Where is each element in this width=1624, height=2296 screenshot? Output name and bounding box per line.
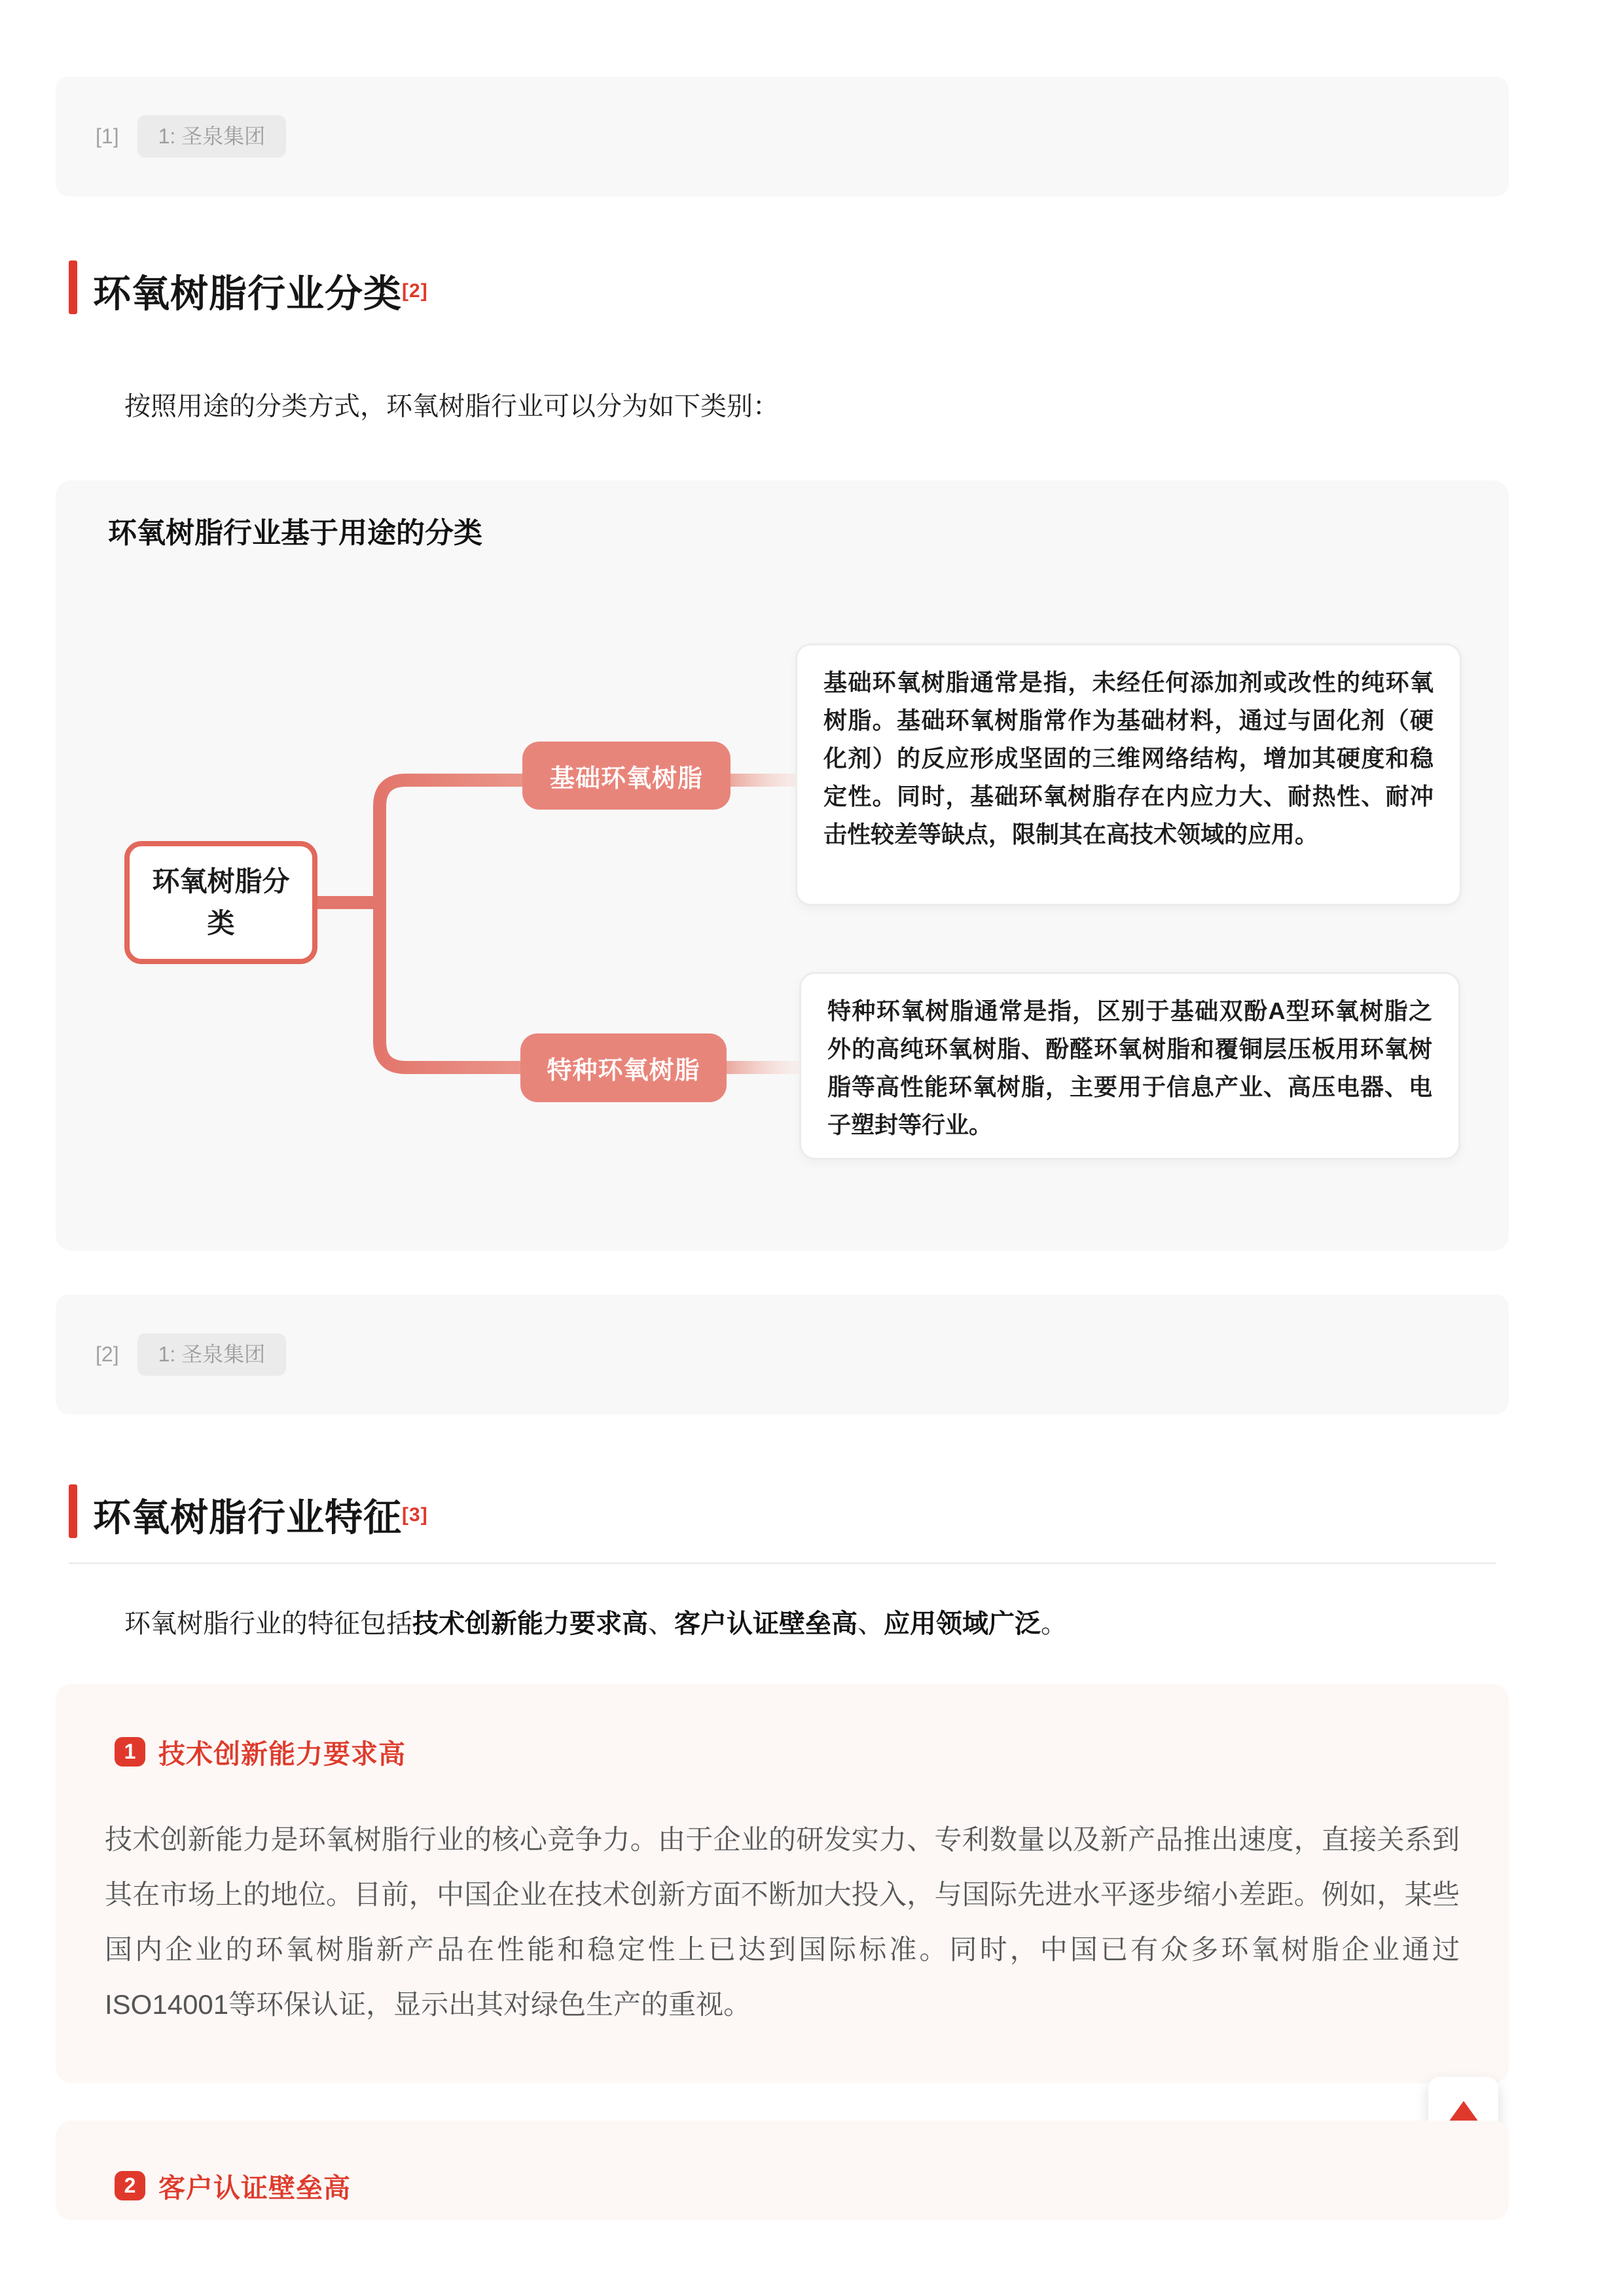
- features-intro-paragraph: [124, 1605, 1067, 1643]
- period: 。: [1041, 1609, 1067, 1638]
- feature-card-2: [56, 2121, 1509, 2220]
- section-title: [93, 260, 428, 321]
- feature-heading-label: 客户认证壁垒高: [158, 2173, 351, 2203]
- intro-prefix: 环氧树脂行业的特征包括: [124, 1609, 412, 1638]
- mindmap-desc-special-epoxy: 特种环氧树脂通常是指，区别于基础双酚A型环氧树脂之外的高纯环氧树脂、酚醛环氧树脂和覆铜层压板用环氧树脂等高性能环氧树脂，主要用于信息产业、高压电器、电子塑封等行业。: [799, 972, 1460, 1160]
- up-triangle-icon: [1447, 2100, 1480, 2123]
- citation-index: [2]: [96, 1342, 119, 1366]
- feature-term-2: 客户认证壁垒高: [674, 1609, 857, 1638]
- horizontal-divider: [69, 1562, 1496, 1564]
- classification-intro-paragraph: 按照用途的分类方式，环氧树脂行业可以分为如下类别：: [124, 392, 779, 421]
- section-title-text: 环氧树脂行业分类: [93, 272, 403, 315]
- section-title: [93, 1484, 428, 1545]
- mindmap-node-basic-epoxy[interactable]: 基础环氧树脂: [522, 742, 731, 810]
- feature-heading-label: 技术创新能力要求高: [158, 1739, 406, 1769]
- citation-bar-1: [56, 77, 1509, 196]
- classification-diagram-card: [56, 480, 1509, 1251]
- section-header-classification: [69, 260, 428, 321]
- feature-number-badge: 2: [115, 2171, 145, 2200]
- mindmap-root-node[interactable]: 环氧树脂分类: [124, 841, 317, 964]
- section-title-text: 环氧树脂行业特征: [93, 1496, 403, 1539]
- section-ref-badge[interactable]: [2]: [402, 280, 428, 302]
- citation-bar-2: [56, 1295, 1509, 1414]
- feature-card-1: [56, 1684, 1509, 2083]
- feature-heading-1: [115, 1732, 406, 1771]
- citation-index: [1]: [96, 124, 119, 148]
- feature-body-paragraph: 技术创新能力是环氧树脂行业的核心竞争力。由于企业的研发实力、专利数量以及新产品推出速度，直接关系到其在市场上的地位。目前，中国企业在技术创新方面不断加大投入，与国际先进水平逐步缩小差距。例如，某些国内企业的环氧树脂新产品在性能和稳定性上已达到国际标准。同时，中国已有众多环氧树脂企业通过ISO14001等环保认证，显示出其对绿色生产的重视。: [105, 1824, 1460, 2020]
- feature-term-3: 应用领域广泛: [884, 1609, 1041, 1638]
- section-ref-badge[interactable]: [3]: [402, 1504, 428, 1526]
- feature-term-1: 技术创新能力要求高: [412, 1609, 648, 1638]
- separator: 、: [648, 1609, 674, 1638]
- citation-source-chip[interactable]: 1: 圣泉集团: [137, 115, 287, 158]
- feature-number-badge: 1: [115, 1737, 145, 1767]
- mindmap-node-special-epoxy[interactable]: 特种环氧树脂: [520, 1033, 727, 1102]
- section-header-features: [69, 1484, 428, 1545]
- mindmap-desc-basic-epoxy: 基础环氧树脂通常是指，未经任何添加剂或改性的纯环氧树脂。基础环氧树脂常作为基础材料，通过与固化剂（硬化剂）的反应形成坚固的三维网络结构，增加其硬度和稳定性。同时，基础环氧树脂存在内应力大、耐热性、耐冲击性较差等缺点，限制其在高技术领域的应用。: [795, 643, 1462, 906]
- diagram-title: 环氧树脂行业基于用途的分类: [108, 517, 482, 549]
- separator: 、: [857, 1609, 884, 1638]
- feature-heading-2: [115, 2166, 351, 2205]
- section-accent-bar: [69, 1484, 77, 1538]
- citation-source-chip[interactable]: 1: 圣泉集团: [137, 1333, 287, 1376]
- section-accent-bar: [69, 260, 77, 314]
